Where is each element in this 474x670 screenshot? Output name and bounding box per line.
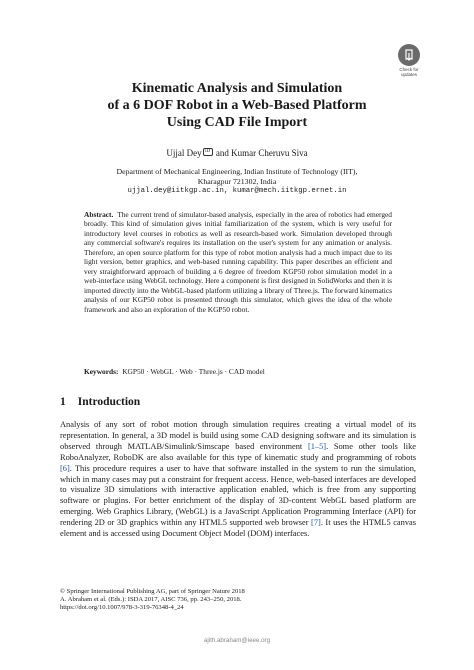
title-line-3: Using CAD File Import bbox=[166, 115, 308, 130]
citation-link[interactable]: [7] bbox=[311, 518, 321, 528]
author-emails[interactable]: ujjal.dey@iitkgp.ac.in, kumar@mech.iitkgp.ernet.in bbox=[127, 186, 347, 195]
doi-link[interactable]: https://doi.org/10.1007/978-3-319-76348-4_24 bbox=[60, 604, 184, 612]
citation-info-line: A. Abraham et al. (Eds.): ISDA 2017, AISC 736, pp. 243–250, 2018. bbox=[60, 596, 242, 604]
section-title: Introduction bbox=[77, 396, 141, 408]
section-heading bbox=[60, 396, 140, 408]
check-for-updates-label: Check for updates bbox=[399, 67, 419, 77]
check-for-updates-icon bbox=[398, 44, 420, 66]
introduction-paragraph bbox=[60, 420, 416, 540]
abstract-label: Abstract. bbox=[84, 210, 114, 219]
author-1: Ujjal Dey bbox=[166, 148, 202, 158]
copyright-line: © Springer International Publishing AG, part of Springer Nature 2018 bbox=[60, 588, 245, 595]
intro-text: . It uses the HTML5 canvas element and is accessed using Document Object Model (DOM) interfaces. bbox=[60, 518, 416, 539]
title-line-1: Kinematic Analysis and Simulation bbox=[131, 81, 343, 96]
paper-title bbox=[60, 80, 414, 131]
section-number: 1 bbox=[60, 396, 66, 408]
citation-link[interactable]: [6] bbox=[60, 463, 70, 473]
affiliation bbox=[60, 167, 414, 196]
intro-text: . This procedure requires a user to have that software installed in the system to run the simulation, which in many cases may put a constraint for frequent access. Hence, web-based interfaces are developed to visualize 3D simulations with interactive application enabled, which is free from any supporting software or plugins. For better enrichment of the display of 3D-content WebGL based platform are emerging. Web Graphics Library, (WebGL) is a JavaScript Application Programming Interface (API) for rendering 2D or 3D graphics within any HTML5 supported web browser bbox=[60, 463, 416, 528]
abstract bbox=[84, 210, 392, 314]
orcid-icon[interactable]: iD bbox=[203, 148, 213, 156]
check-for-updates-badge[interactable] bbox=[396, 44, 422, 77]
citation-link[interactable]: [1–5] bbox=[307, 441, 327, 451]
affiliation-department: Department of Mechanical Engineering, Indian Institute of Technology (IIT), bbox=[116, 167, 358, 176]
author-separator: and bbox=[213, 148, 232, 158]
copyright-footer bbox=[60, 588, 416, 613]
author-2: Kumar Cheruvu Siva bbox=[231, 148, 308, 158]
abstract-text: The current trend of simulator-based analysis, especially in the area of robotics had emerged broadly. This kind of simulation gives initial familiarization of the system, which is very useful for introductory level courses in robotics as well as research-based work. Simulation developed through any commercial software's requires its installation on the user's system for any animation or analysis. Therefore, an open source platform for this type of robot motion analysis had a much impact due to its light version, better graphics, and web-based running capability. This paper describes an efficient and very straightforward approach of building a 6 degree of freedom KGP50 robot simulation model in a web-interface using WebGL technology. Here a component is first designed in SolidWorks and then it is imported directly into the WebGL-based platform utilizing a library of Three.js. The forward kinematics analysis of our KGP50 robot is presented through this simulator, which gives the idea of the whole framework and also an exploration of the KGP50 robot. bbox=[84, 210, 393, 314]
title-line-2: of a 6 DOF Robot in a Web-Based Platform bbox=[107, 98, 367, 113]
keywords-label: Keywords: bbox=[84, 367, 119, 376]
author-list bbox=[60, 148, 414, 158]
intro-text: . Some other tools like RoboAnalyzer, RoboDK are also available for this type of kinematic study and programming of robots bbox=[60, 441, 416, 462]
intro-text: Analysis of any sort of robot motion through simulation requires creating a virtual model of its representation. In general, a 3D model is build using some CAD designing software and its simulation is observed through MATLAB/Simulink/Simscape based environment bbox=[60, 420, 416, 451]
watermark-email: ajith.abraham@ieee.org bbox=[203, 637, 271, 644]
keywords-list: KGP50 · WebGL · Web · Three.js · CAD model bbox=[122, 367, 265, 376]
keywords bbox=[84, 367, 392, 376]
affiliation-location: Kharagpur 721302, India bbox=[197, 176, 277, 186]
